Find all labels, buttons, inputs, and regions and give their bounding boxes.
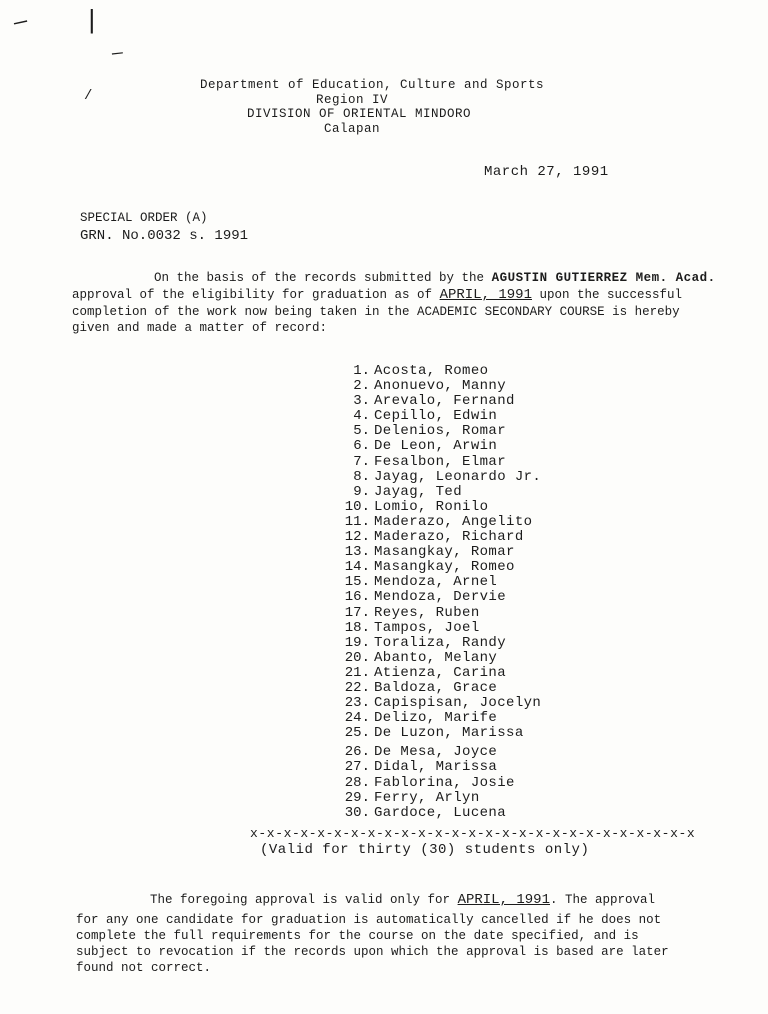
student-row (332, 439, 592, 454)
student-number: 2. (353, 378, 370, 395)
student-name: Atienza, Carina (374, 664, 507, 681)
student-name: De Luzon, Marissa (374, 725, 524, 742)
school-name: AGUSTIN GUTIERREZ Mem. Acad. (491, 271, 716, 285)
student-name: De Leon, Arwin (374, 438, 498, 455)
student-row (332, 455, 592, 470)
paragraph-line: completion of the work now being taken in the ACADEMIC SECONDARY COURSE is hereby (72, 305, 680, 319)
paragraph-line (150, 892, 655, 908)
student-name: Jayag, Leonardo Jr. (374, 468, 542, 485)
student-number: 24. (344, 710, 370, 727)
student-row (332, 666, 592, 681)
student-row (332, 394, 592, 409)
student-number: 27. (344, 759, 370, 776)
student-name: Abanto, Melany (374, 649, 498, 666)
student-row (332, 545, 592, 560)
student-number: 16. (344, 589, 370, 606)
student-number: 25. (344, 725, 370, 742)
student-number: 3. (353, 393, 370, 410)
margin-stroke-mark: | (84, 6, 100, 36)
special-order-title: SPECIAL ORDER (A) (80, 211, 208, 225)
student-number: 12. (344, 529, 370, 546)
paragraph-line: given and made a matter of record: (72, 321, 328, 335)
student-number: 7. (353, 453, 370, 470)
student-row (332, 681, 592, 696)
student-name: Tampos, Joel (374, 619, 480, 636)
graduation-month: APRIL, 1991 (439, 287, 532, 303)
student-name: Gardoce, Lucena (374, 804, 507, 821)
student-row (332, 621, 592, 636)
student-name: Maderazo, Richard (374, 529, 524, 546)
student-row (332, 806, 592, 821)
student-number: 15. (344, 574, 370, 591)
student-row (332, 776, 592, 791)
student-row (332, 409, 592, 424)
student-name: Delenios, Romar (374, 423, 507, 440)
student-row (332, 364, 592, 379)
validity-note: (Valid for thirty (30) students only) (260, 842, 590, 858)
region-name: Region IV (316, 93, 389, 107)
student-name: Baldoza, Grace (374, 679, 498, 696)
student-number: 20. (344, 649, 370, 666)
paragraph-line: complete the full requirements for the course on the date specified, and is (76, 929, 639, 943)
student-row (332, 696, 592, 711)
student-row (332, 379, 592, 394)
student-name: Delizo, Marife (374, 710, 498, 727)
student-name: Mendoza, Dervie (374, 589, 507, 606)
student-row (332, 530, 592, 545)
paragraph-text: upon the successful (531, 288, 683, 302)
paragraph-line: subject to revocation if the records upon which the approval is based are later (76, 945, 669, 959)
student-number: 4. (353, 408, 370, 425)
student-number: 1. (353, 363, 370, 379)
student-name: Didal, Marissa (374, 759, 498, 776)
student-name: Arevalo, Fernand (374, 393, 515, 410)
student-name: Masangkay, Romeo (374, 559, 515, 576)
margin-dash-mark: — (11, 8, 30, 37)
student-number: 11. (344, 513, 370, 530)
valid-month: APRIL, 1991 (457, 892, 550, 908)
division-name: DIVISION OF ORIENTAL MINDORO (247, 107, 472, 121)
student-row (332, 424, 592, 439)
student-row (332, 651, 592, 666)
student-name: Toraliza, Randy (374, 634, 507, 651)
student-name: Mendoza, Arnel (374, 574, 498, 591)
student-name: Jayag, Ted (374, 483, 463, 500)
student-name: Ferry, Arlyn (374, 789, 480, 806)
paragraph-text: approval of the eligibility for graduation as of (72, 288, 440, 302)
student-name: Reyes, Ruben (374, 604, 480, 621)
paragraph-text: . The approval (549, 893, 656, 907)
student-name: Anonuevo, Manny (374, 378, 507, 395)
student-list (332, 364, 592, 821)
student-name: Lomio, Ronilo (374, 498, 489, 515)
student-name: De Mesa, Joyce (374, 744, 498, 761)
student-number: 21. (344, 664, 370, 681)
student-name: Acosta, Romeo (374, 363, 489, 379)
student-number: 19. (344, 634, 370, 651)
student-name: Capispisan, Jocelyn (374, 695, 542, 712)
student-number: 23. (344, 695, 370, 712)
student-row (332, 726, 592, 741)
student-row (332, 560, 592, 575)
student-number: 9. (353, 483, 370, 500)
student-row (332, 745, 592, 760)
student-number: 28. (344, 774, 370, 791)
student-number: 5. (353, 423, 370, 440)
student-number: 8. (353, 468, 370, 485)
student-name: Fablorina, Josie (374, 774, 515, 791)
student-number: 13. (344, 544, 370, 561)
student-row (332, 711, 592, 726)
paragraph-text: On the basis of the records submitted by the (154, 271, 492, 285)
student-row (332, 575, 592, 590)
student-number: 29. (344, 789, 370, 806)
student-number: 26. (344, 744, 370, 761)
student-name: Masangkay, Romar (374, 544, 515, 561)
student-row (332, 485, 592, 500)
student-row (332, 515, 592, 530)
paragraph-line (72, 287, 682, 303)
paragraph-text: The foregoing approval is valid only for (150, 893, 458, 907)
student-name: Maderazo, Angelito (374, 513, 533, 530)
student-number: 6. (353, 438, 370, 455)
student-number: 10. (344, 498, 370, 515)
city-name: Calapan (324, 122, 381, 136)
margin-slash-mark: / (84, 88, 93, 104)
paragraph-line (154, 270, 716, 286)
margin-dash-mark-2: — (110, 43, 124, 65)
student-number: 14. (344, 559, 370, 576)
paragraph-line: found not correct. (76, 961, 212, 975)
student-number: 22. (344, 679, 370, 696)
student-row (332, 791, 592, 806)
list-separator: x-x-x-x-x-x-x-x-x-x-x-x-x-x-x-x-x-x-x-x-x-x-x-x-x-x-x (250, 826, 696, 841)
student-row (332, 590, 592, 605)
student-row (332, 760, 592, 775)
student-number: 17. (344, 604, 370, 621)
student-number: 30. (344, 804, 370, 821)
student-row (332, 470, 592, 485)
student-row (332, 606, 592, 621)
student-number: 18. (344, 619, 370, 636)
student-row (332, 636, 592, 651)
paragraph-line: for any one candidate for graduation is automatically cancelled if he does not (76, 913, 662, 927)
student-name: Fesalbon, Elmar (374, 453, 507, 470)
order-number: GRN. No.0032 s. 1991 (80, 228, 249, 244)
student-name: Cepillo, Edwin (374, 408, 498, 425)
document-date: March 27, 1991 (484, 164, 609, 180)
department-name: Department of Education, Culture and Sports (200, 78, 545, 92)
student-row (332, 500, 592, 515)
